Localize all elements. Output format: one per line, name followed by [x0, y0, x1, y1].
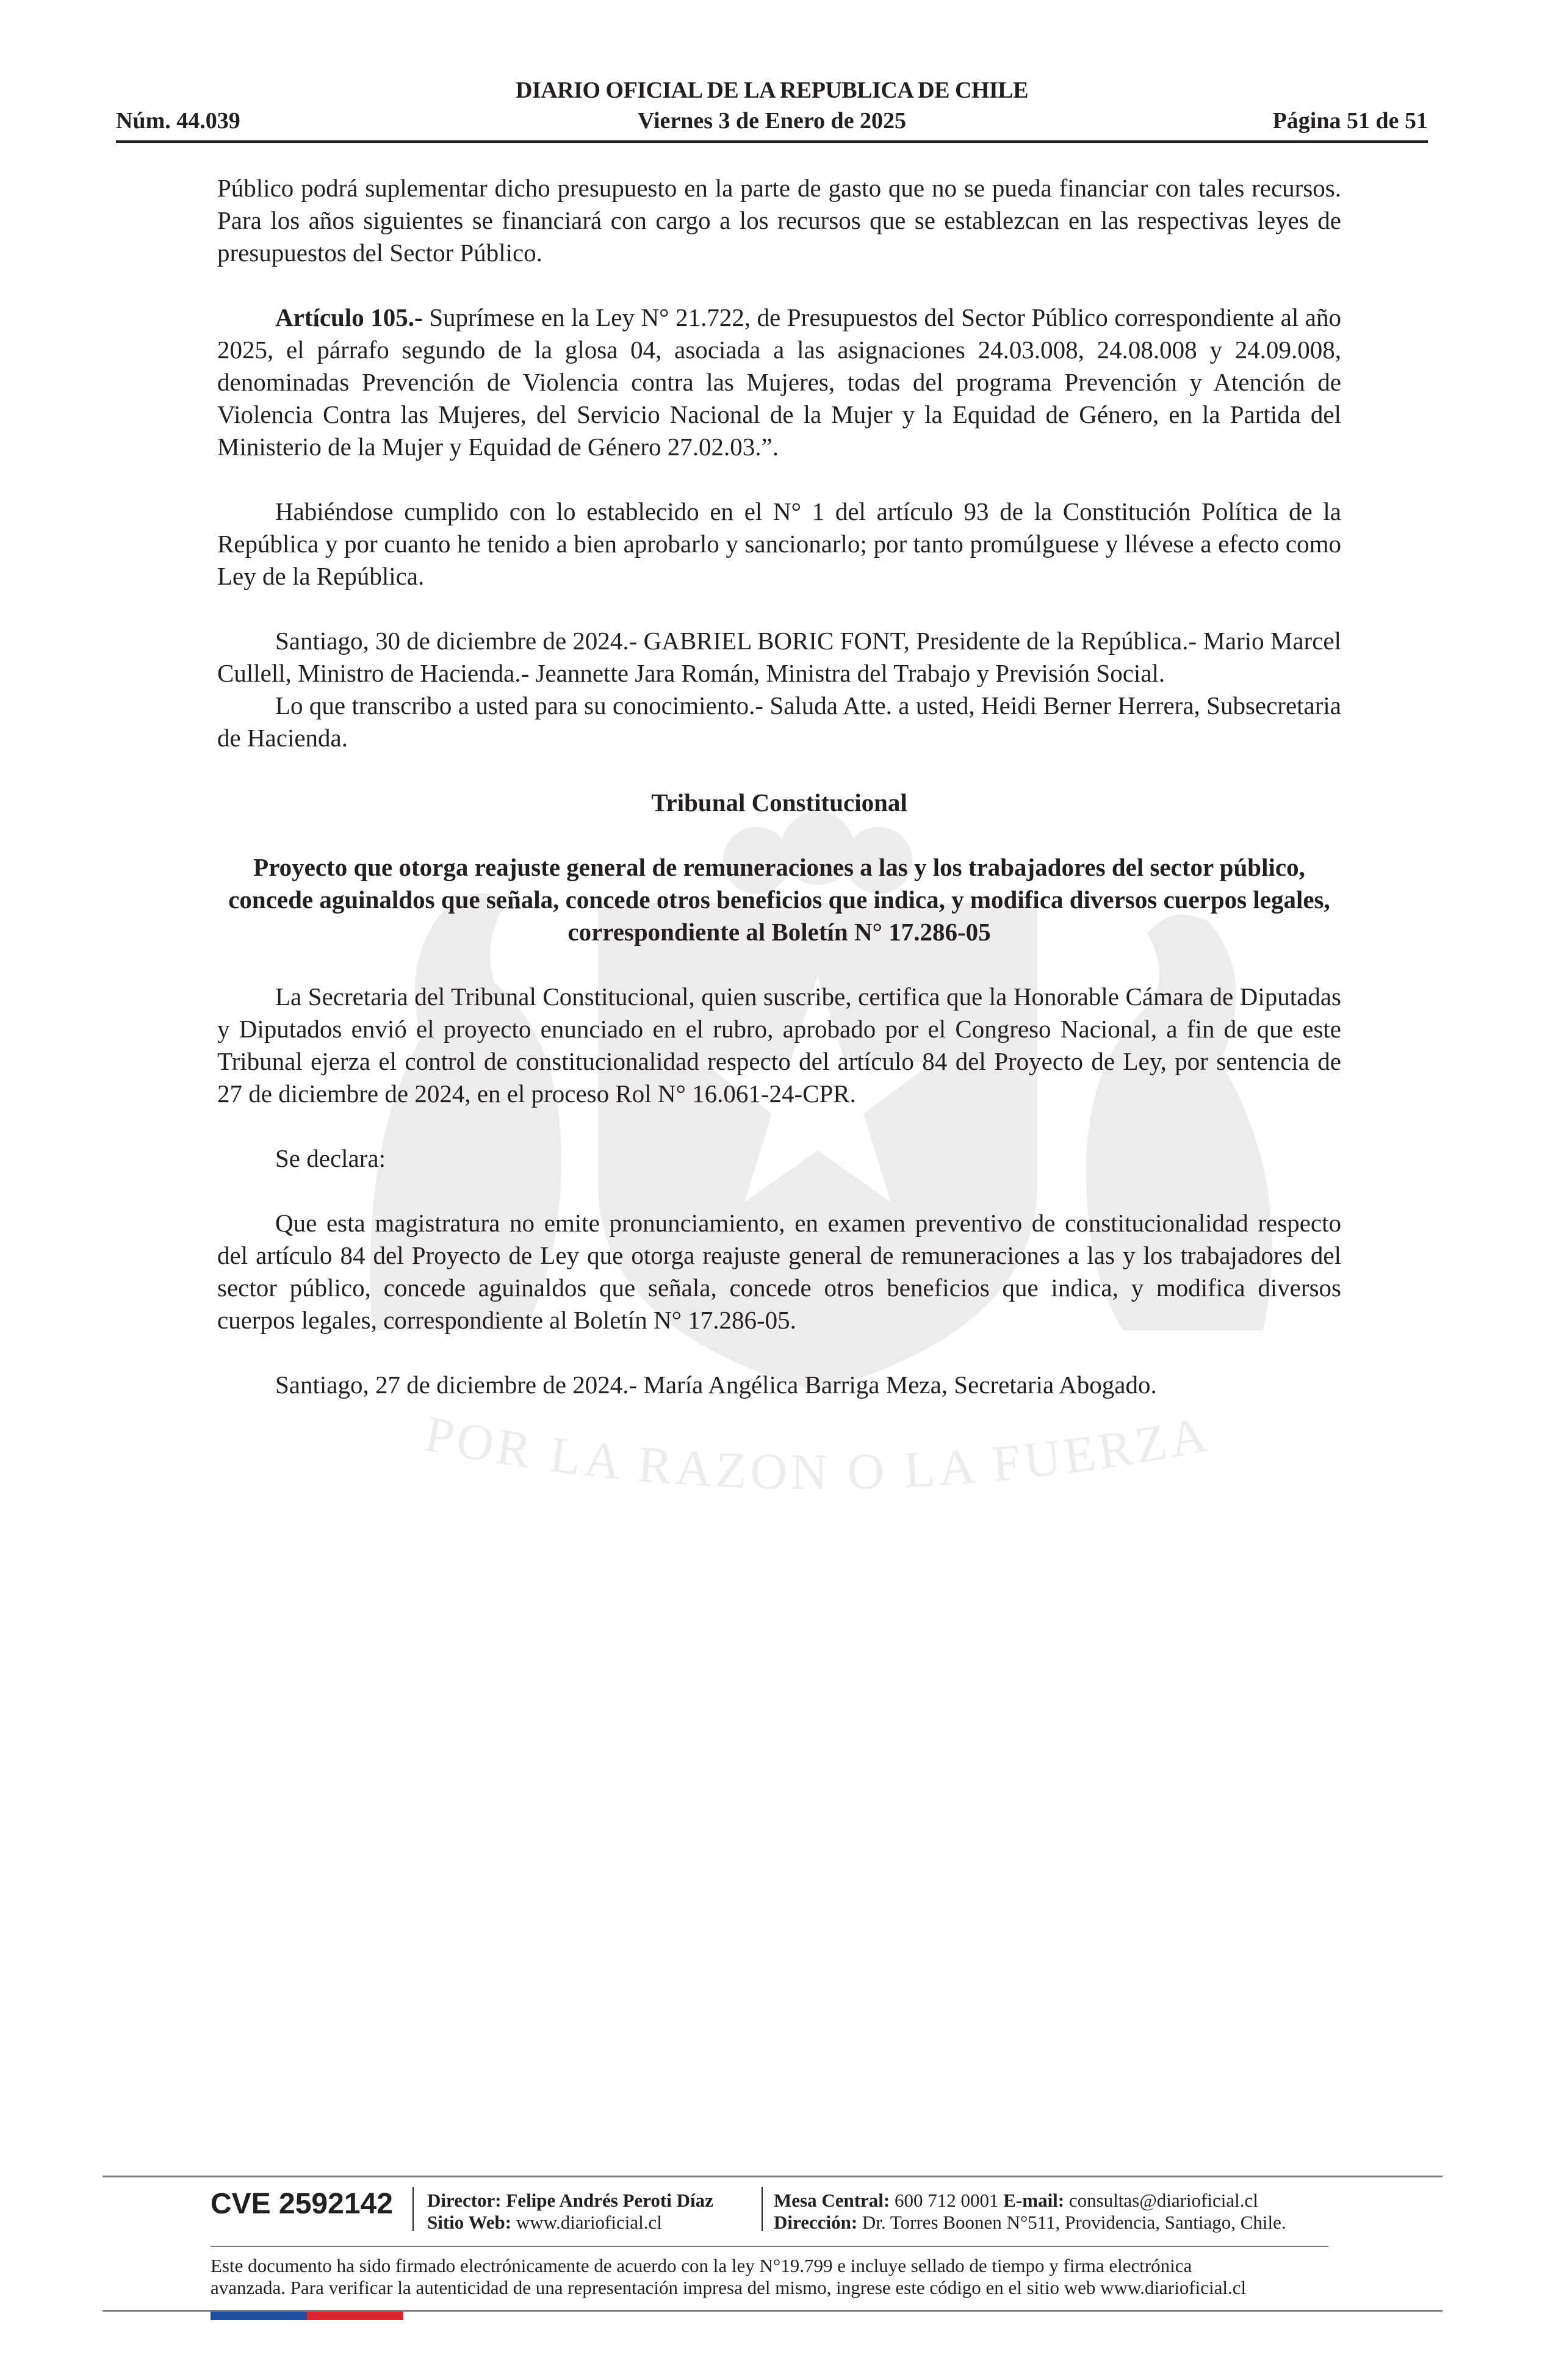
article-text: Suprímese en la Ley N° 21.722, de Presupuestos del Sector Público correspondiente al año 2025, el párrafo segundo de la glosa 04, asociada a las asignaciones 24.03.008, 24.08.008 y 24.09.008, denominadas Prevención de Violencia contra las Mujeres, todas del programa Prevención y Atención de Violencia Contra las Mujeres, del Servicio Nacional de la Mujer y la Equidad de Género, en la Partida del Ministerio de la Mujer y Equidad de Género 27.02.03.”.: [217, 303, 1341, 461]
paragraph: Que esta magistratura no emite pronunciamiento, en examen preventivo de constitucionalidad respecto del artículo 84 del Proyecto de Ley que otorga reajuste general de remuneraciones a las y los trabajadores del sector público, concede aguinaldos que señala, concede otros beneficios que indica, y modifica diversos cuerpos legales, correspondiente al Boletín N° 17.286-05.: [217, 1209, 1341, 1334]
section-heading: Tribunal Constitucional: [651, 788, 907, 817]
paragraph: Lo que transcribo a usted para su conocimiento.- Saluda Atte. a usted, Heidi Berner Herrera, Subsecretaria de Hacienda.: [217, 691, 1341, 752]
footer-divider: [211, 2246, 1328, 2247]
director-name: Felipe Andrés Peroti Díaz: [506, 2190, 713, 2211]
footer-contact-block: [774, 2190, 1286, 2234]
document-title: Proyecto que otorga reajuste general de remuneraciones a las y los trabajadores del sector público, concede aguinaldos que señala, concede otros beneficios que indica, y modifica diversos cuerpos legales, correspondiente al Boletín N° 17.286-05: [228, 853, 1330, 946]
address-value: Dr. Torres Boonen N°511, Providencia, Santiago, Chile.: [862, 2212, 1286, 2233]
article-105-paragraph: [217, 301, 1341, 463]
mesa-label: Mesa Central:: [774, 2190, 890, 2211]
paragraph: Santiago, 30 de diciembre de 2024.- GABRIEL BORIC FONT, Presidente de la República.- Mario Marcel Cullell, Ministro de Hacienda.- Jeannette Jara Román, Ministra del Trabajo y Previsión Social.: [217, 627, 1341, 687]
paragraph: Santiago, 27 de diciembre de 2024.- María Angélica Barriga Meza, Secretaria Abogado.: [275, 1371, 1157, 1399]
email-label: E-mail:: [1003, 2190, 1065, 2211]
article-label: Artículo 105.-: [275, 303, 423, 331]
footer-director-block: [427, 2190, 713, 2234]
issue-number: Núm. 44.039: [116, 108, 240, 134]
legal-line: avanzada. Para verificar la autenticidad de una representación impresa del mismo, ingrese este código en el sitio web www.diarioficial.cl: [211, 2277, 1247, 2298]
flag-stripe-red: [307, 2312, 403, 2320]
svg-text:POR LA RAZON O LA FUERZA: [420, 1405, 1215, 1501]
cve-code: CVE 2592142: [211, 2188, 393, 2220]
footer-divider: [103, 2176, 1443, 2177]
page-header: [116, 72, 1428, 145]
site-link[interactable]: www.diarioficial.cl: [516, 2212, 662, 2233]
footer-separator: [762, 2187, 763, 2231]
mesa-phone: 600 712 0001: [895, 2190, 999, 2211]
page-number: Página 51 de 51: [1272, 108, 1428, 134]
legal-line: Este documento ha sido firmado electrónicamente de acuerdo con la ley N°19.799 e incluye sellado de tiempo y firma electrónica: [211, 2255, 1192, 2276]
issue-date: Viernes 3 de Enero de 2025: [637, 108, 907, 134]
legal-notice: [211, 2255, 1327, 2299]
flag-stripe-blue: [211, 2312, 307, 2320]
paragraph: Habiéndose cumplido con lo establecido en el N° 1 del artículo 93 de la Constitución Política de la República y por cuanto he tenido a bien aprobarlo y sancionarlo; por tanto promúlguese y llévese a efecto como Ley de la República.: [217, 497, 1341, 590]
address-label: Dirección:: [774, 2212, 858, 2233]
email-link[interactable]: consultas@diarioficial.cl: [1068, 2190, 1258, 2211]
paragraph: Se declara:: [275, 1144, 386, 1172]
footer-separator: [412, 2187, 414, 2231]
site-label: Sitio Web:: [427, 2212, 512, 2233]
watermark-motto: POR LA RAZON O LA FUERZA: [420, 1405, 1216, 1501]
paragraph: La Secretaria del Tribunal Constitucional, quien suscribe, certifica que la Honorable Cámara de Diputadas y Diputados envió el proyecto enunciado en el rubro, aprobado por el Congreso Nacional, a fin de que este Tribunal ejerza el control de constitucionalidad respecto del artículo 84 del Proyecto de Ley, por sentencia de 27 de diciembre de 2024, en el proceso Rol N° 16.061-24-CPR.: [217, 983, 1341, 1108]
director-label: Director:: [427, 2190, 502, 2211]
paragraph: Público podrá suplementar dicho presupuesto en la parte de gasto que no se pueda financiar con tales recursos. Para los años siguientes se financiará con cargo a los recursos que se establezcan en las respectivas leyes de presupuestos del Sector Público.: [217, 174, 1341, 267]
document-body: [217, 172, 1341, 1401]
header-divider: [116, 140, 1428, 143]
journal-title: DIARIO OFICIAL DE LA REPUBLICA DE CHILE: [516, 78, 1028, 103]
